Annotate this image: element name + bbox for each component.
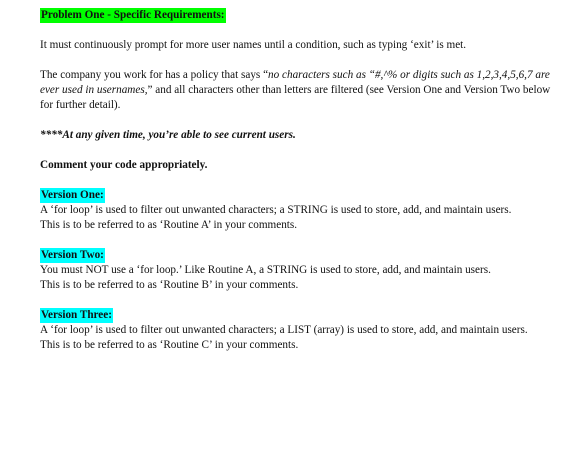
version-one-section bbox=[40, 188, 560, 233]
version-two-section bbox=[40, 248, 560, 293]
version-one-title: Version One: bbox=[41, 189, 104, 201]
version-one-line1: A ‘for loop’ is used to filter out unwanted characters; a STRING is used to store, add, and maintain users. bbox=[40, 204, 512, 216]
comment-instruction: Comment your code appropriately. bbox=[40, 159, 208, 171]
version-three-title: Version Three: bbox=[41, 309, 112, 321]
problem-title: Problem One - Specific Requirements: bbox=[41, 9, 225, 21]
version-two-title: Version Two: bbox=[41, 249, 104, 261]
policy-quote: no characters such as “#,^% or digits such as 1,2,3,4,5,6,7 are ever used in usernames, bbox=[40, 69, 550, 96]
version-one-line2: This is to be referred to as ‘Routine A’ in your comments. bbox=[40, 219, 298, 231]
policy-pre: The company you work for has a policy that says “ bbox=[40, 69, 269, 81]
prompt-requirement: It must continuously prompt for more user names until a condition, such as typing ‘exit’ is met. bbox=[40, 39, 467, 51]
policy-post: ” and all characters other than letters are filtered (see Version One and Version Two below for further detail). bbox=[40, 84, 551, 111]
problem-heading-block bbox=[40, 8, 560, 23]
policy-paragraph bbox=[40, 68, 560, 113]
version-two-line2: This is to be referred to as ‘Routine B’ in your comments. bbox=[40, 279, 299, 291]
version-three-section bbox=[40, 308, 560, 353]
version-two-line1: You must NOT use a ‘for loop.’ Like Routine A, a STRING is used to store, add, and maintain users. bbox=[40, 264, 491, 276]
current-users-note: ****At any given time, you’re able to see current users. bbox=[40, 129, 296, 141]
version-three-line2: This is to be referred to as ‘Routine C’ in your comments. bbox=[40, 339, 299, 351]
document-page bbox=[40, 8, 560, 368]
version-three-line1: A ‘for loop’ is used to filter out unwanted characters; a LIST (array) is used to store, add, and maintain users. bbox=[40, 324, 528, 336]
